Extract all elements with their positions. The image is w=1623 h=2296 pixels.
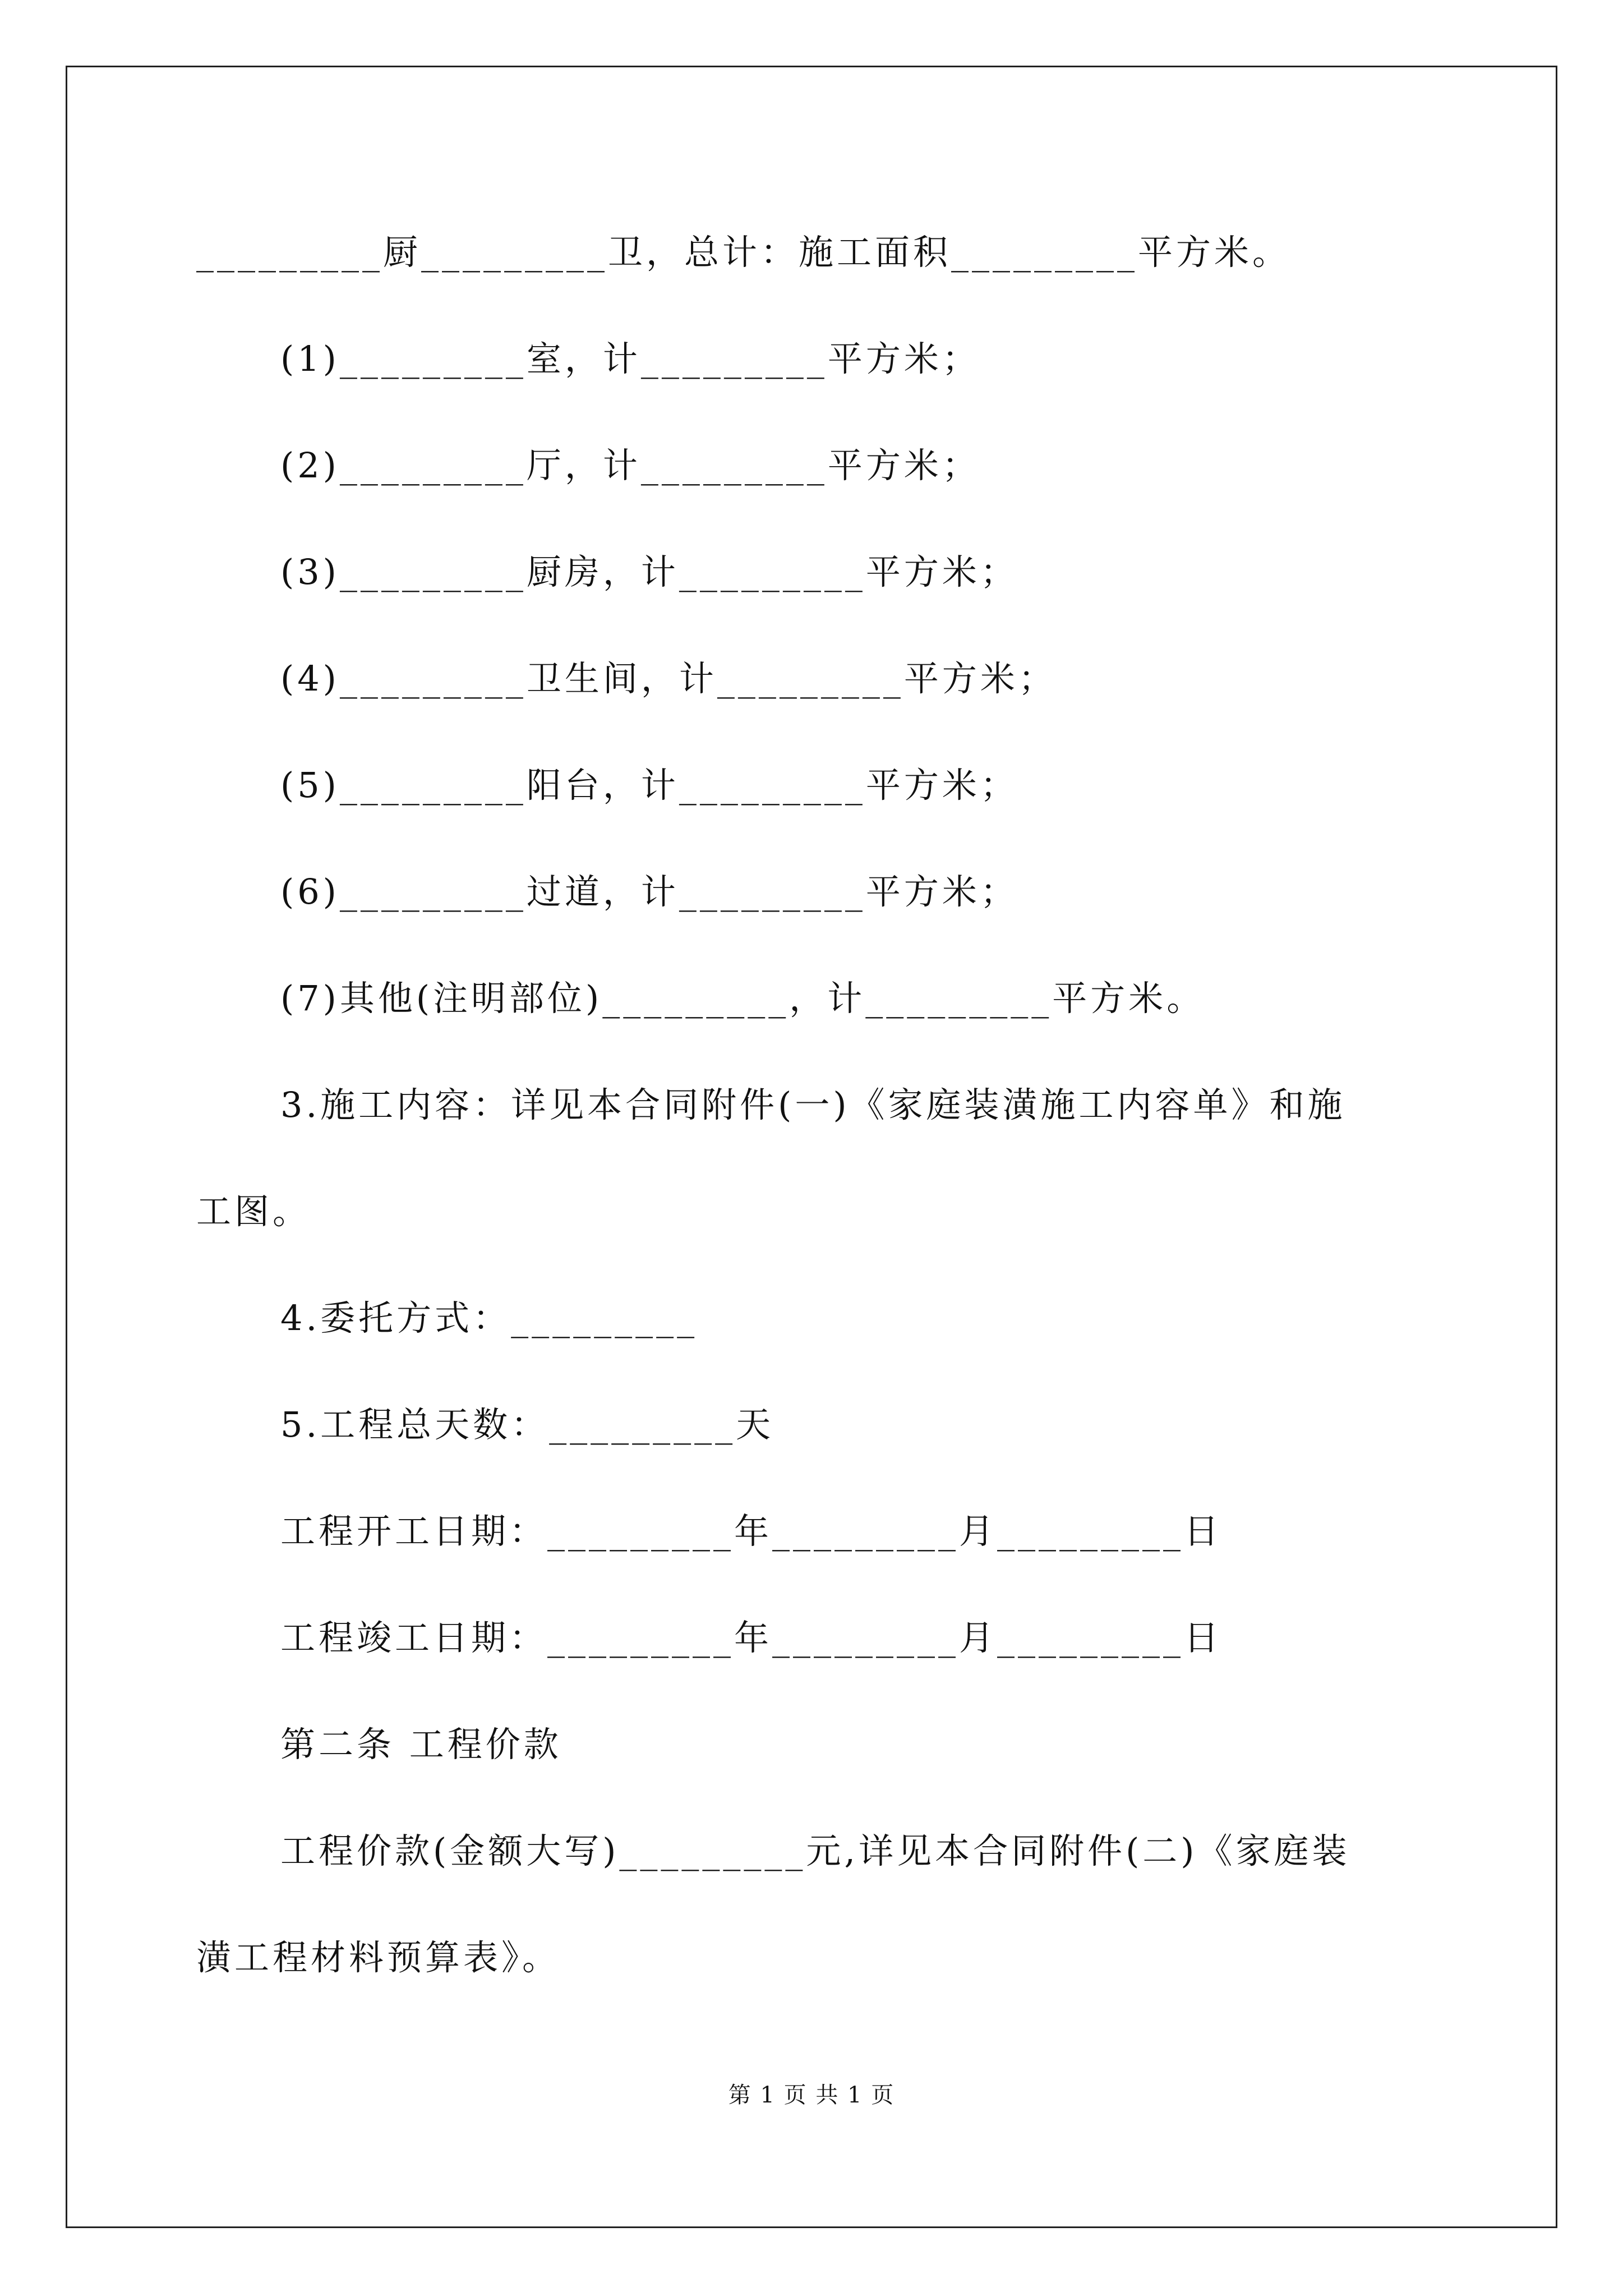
text-line-room-5: (5)_________阳台，计_________平方米； <box>280 765 1018 806</box>
section-heading-price: 第二条 工程价款 <box>280 1724 562 1765</box>
text-line-room-1: (1)_________室，计_________平方米； <box>280 338 980 379</box>
page-border <box>66 66 1557 2228</box>
text-line-room-2: (2)_________厅，计_________平方米； <box>280 445 980 486</box>
text-line-total-days: 5.工程总天数：_________天 <box>280 1404 774 1445</box>
text-line-room-4: (4)_________卫生间，计_________平方米； <box>280 658 1057 699</box>
text-line-price: 工程价款(金额大写)_________元,详见本合同附件(二)《家庭装 <box>280 1830 1350 1871</box>
text-line-room-7: (7)其他(注明部位)_________，计_________平方米。 <box>280 978 1205 1019</box>
text-line-construction-content-cont: 工图。 <box>196 1191 311 1232</box>
text-line-area-total: _________厨_________卫，总计：施工面积_________平方米。 <box>196 232 1291 273</box>
text-line-room-3: (3)_________厨房，计_________平方米； <box>280 551 1018 592</box>
text-line-completion-date: 工程竣工日期：_________年_________月_________日 <box>280 1617 1223 1658</box>
text-line-price-cont: 潢工程材料预算表》。 <box>196 1937 561 1978</box>
text-line-commission-method: 4.委托方式：_________ <box>280 1297 698 1338</box>
page-number-footer: 第 1 页 共 1 页 <box>728 2082 895 2108</box>
text-line-start-date: 工程开工日期：_________年_________月_________日 <box>280 1511 1223 1552</box>
text-line-construction-content: 3.施工内容：详见本合同附件(一)《家庭装潢施工内容单》和施 <box>280 1084 1346 1125</box>
text-line-room-6: (6)_________过道，计_________平方米； <box>280 871 1018 912</box>
